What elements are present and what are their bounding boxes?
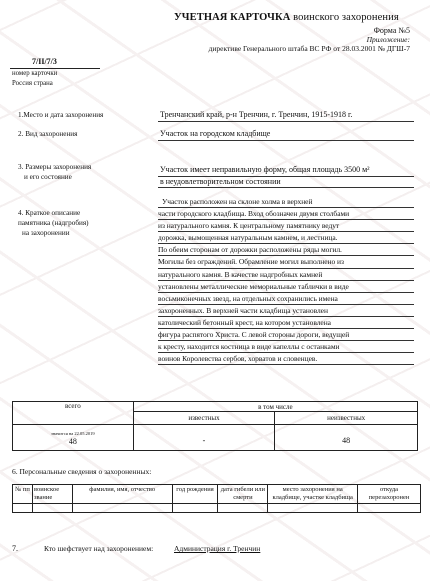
title-rest: воинского захоронения bbox=[293, 12, 399, 23]
description-line: восьмиконечных звезд, на отдельных сохранились имена bbox=[158, 293, 414, 305]
header-reburied-from: откуда перезахоронен bbox=[358, 485, 421, 504]
section-4-label-line1: 4. Краткое описание bbox=[18, 209, 81, 217]
persons-table bbox=[12, 484, 421, 513]
header-death-date: дата гибели или смерти bbox=[218, 485, 268, 504]
total-cell bbox=[13, 425, 134, 451]
description-line: По обеим сторонам от дорожки расположены ряды могил. bbox=[158, 244, 414, 256]
burial-counts-table bbox=[12, 401, 418, 451]
empty-cell bbox=[172, 504, 218, 513]
description-line: захороненных. В верхней части кладбища установлен bbox=[158, 305, 414, 317]
section-3-value-line1: Участок имеет неправильную форму, общая площадь 3500 м² bbox=[160, 165, 370, 174]
section-1-underline bbox=[158, 121, 414, 122]
appendix-label: Приложение: bbox=[366, 35, 410, 44]
section-3-label-line1: 3. Размеры захоронения bbox=[18, 163, 92, 171]
section-2-underline bbox=[158, 140, 414, 141]
header-burial-place: место захоронения на кладбище, участке кладбища bbox=[268, 485, 358, 504]
header-number: № пп bbox=[13, 485, 33, 504]
description-line: дорожка, вымощенная натуральным камнем, и лестница. bbox=[158, 232, 414, 244]
section-3-value-line2: в неудовлетворительном состоянии bbox=[160, 177, 281, 186]
empty-cell bbox=[13, 504, 33, 513]
country-label: Россия страна bbox=[12, 80, 53, 87]
description-line: установлены металлические мемориальные таблички в виде bbox=[158, 281, 414, 293]
total-value: 48 bbox=[68, 437, 77, 446]
title-bold: УЧЕТНАЯ КАРТОЧКА bbox=[174, 12, 291, 23]
section-6-title: 6. Персональные сведения о захороненных: bbox=[12, 467, 152, 476]
description-line: Участок расположен на склоне холма в верхней bbox=[158, 196, 414, 208]
card-number: 7/II/7/3 bbox=[32, 57, 57, 66]
section-2-label: 2. Вид захоронения bbox=[18, 130, 78, 138]
form-number: Форма №5 bbox=[373, 26, 410, 35]
section-1-value: Тренчанский край, р-н Тренчин, г. Тренчин, 1915-1918 г. bbox=[160, 110, 353, 119]
card-number-underline bbox=[10, 68, 100, 69]
empty-cell bbox=[358, 504, 421, 513]
empty-cell bbox=[72, 504, 172, 513]
total-header: всего bbox=[13, 402, 134, 425]
header-rank: воинское звание bbox=[32, 485, 72, 504]
description-line: к кресту, находится костница в виде капеллы с останками bbox=[158, 341, 414, 353]
description-line: части городского кладбища. Вход обозначен двумя столбами bbox=[158, 208, 414, 220]
section-3-label-line2: и его состояние bbox=[24, 173, 72, 181]
section-4-label-line2: памятника (надгробия) bbox=[18, 219, 89, 227]
directive-reference: директиве Генерального штаба ВС РФ от 28.03.2001 № ДГШ-7 bbox=[208, 44, 410, 53]
section-3-underline-2 bbox=[158, 187, 414, 188]
section-4-label-line3: на захоронении bbox=[22, 229, 70, 237]
section-7-value: Администрация г. Тренчин bbox=[174, 544, 261, 553]
unknown-value: 48 bbox=[275, 425, 418, 451]
section-7-label: Кто шефствует над захоронением: bbox=[44, 544, 154, 553]
recorded-note: значится на 22.05.2019 bbox=[51, 431, 95, 436]
unknown-header: неизвестных bbox=[275, 412, 418, 425]
empty-cell bbox=[268, 504, 358, 513]
of-which-header: в том числе bbox=[133, 402, 417, 412]
header-full-name: фамилия, имя, отчество bbox=[72, 485, 172, 504]
document-title bbox=[174, 12, 399, 23]
header-birth-year: год рождения bbox=[172, 485, 218, 504]
description-line: натурального камня. В качестве надгробных камней bbox=[158, 269, 414, 281]
empty-cell bbox=[32, 504, 72, 513]
description-line: фигура распятого Христа. С левой стороны дороги, ведущей bbox=[158, 329, 414, 341]
section-4-description bbox=[158, 196, 414, 365]
known-header: известных bbox=[133, 412, 275, 425]
known-value: - bbox=[133, 425, 275, 451]
card-number-label: номер карточки bbox=[12, 70, 58, 77]
empty-cell bbox=[218, 504, 268, 513]
description-line: воинов Королевства сербов, хорватов и словенцев. bbox=[158, 353, 414, 365]
description-line: из натурального камня. К центральному памятнику ведут bbox=[158, 220, 414, 232]
description-line: католический бетонный крест, на котором установлена bbox=[158, 317, 414, 329]
section-1-label: 1.Место и дата захоронения bbox=[18, 111, 104, 119]
description-line: Могилы без ограждений. Обрамление могил выполнено из bbox=[158, 256, 414, 268]
section-7-number: 7. bbox=[12, 544, 18, 553]
section-2-value: Участок на городском кладбище bbox=[160, 129, 271, 138]
